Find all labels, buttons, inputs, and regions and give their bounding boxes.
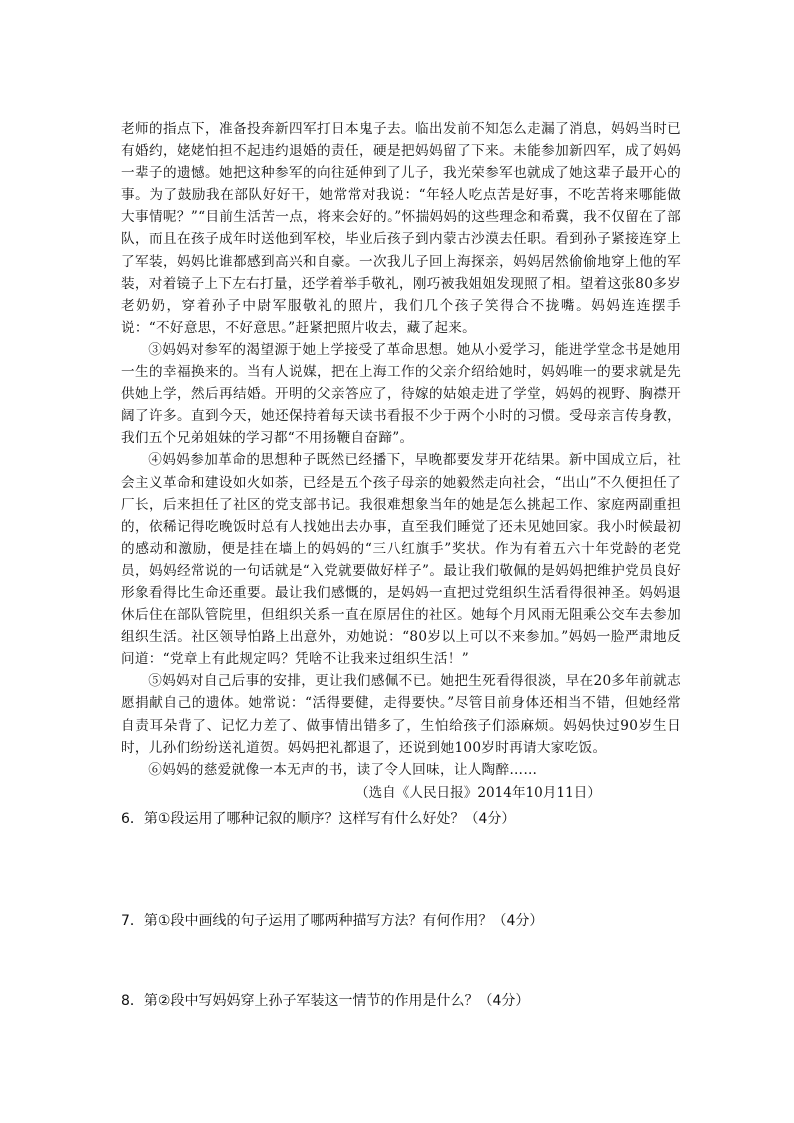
paragraph-6: ⑥妈妈的慈爱就像一本无声的书，读了令人回味，让人陶醉…… [148,761,538,778]
paragraph-4: ④妈妈参加革命的思想种子既然已经播下，早晚都要发芽开花结果。新中国成立后，社会主义革命和建设如火如荼，已经是五个孩子母亲的她毅然走向社会，“出山”不久便担任了厂长，后来担任了社区的党支部书记。我很难想象当年的她是怎么挑起工作、家庭两副重担的，依稀记得吃晚饭时总有人找她出去办事，直至我们睡觉了还未见她回家。我小时候最初的感动和激励，便是挂在墙上的妈妈的“三八红旗手”奖状。作为有着五六十年党龄的老党员，妈妈经常说的一句话就是“入党就要做好样子”。最让我们敬佩的是妈妈把维护党员良好形象看得比生命还重要。最让我们感慨的，是妈妈一直把过党组织生活看得很神圣。妈妈退休后住在部队管院里，但组织关系一直在原居住的社区。她每个月风雨无阻乘公交车去参加组织生活。社区领导怕路上出意外，劝她说：“80岁以上可以不来参加。”妈妈一脸严肃地反问道：“党章上有此规定吗？凭啥不让我来过组织生活！” [121,452,681,668]
paragraph-3: ③妈妈对参军的渴望源于她上学接受了革命思想。她从小爱学习，能进学堂念书是她用一生的幸福换来的。当有人说媒，把在上海工作的父亲介绍给她时，妈妈唯一的要求就是先供她上学，然后再结婚。开明的父亲答应了，待嫁的姑娘走进了学堂，妈妈的视野、胸襟开阔了许多。直到今天，她还保持着每天读书看报不少于两个小时的习惯。受母亲言传身教，我们五个兄弟姐妹的学习都“不用扬鞭自奋蹄”。 [121,341,681,447]
question-6: 6．第①段运用了哪种记叙的顺序？这样写有什么好处？（4分） [121,811,516,827]
reading-passage [121,118,681,781]
paragraph-5: ⑤妈妈对自己后事的安排，更让我们感佩不已。她把生死看得很淡，早在20多年前就志愿捐献自己的遗体。她常说：“活得要健，走得要快。”尽管目前身体还相当不错，但她经常自责耳朵背了、记忆力差了、做事情出错多了，生怕给孩子们添麻烦。妈妈快过90岁生日时，儿孙们纷纷送礼道贺。妈妈把礼都退了，还说到她100岁时再请大家吃饭。 [121,673,681,756]
source-citation: （选自《人民日报》2014年10月11日） [355,785,601,801]
question-7: 7．第①段中画线的句子运用了哪两种描写方法？有何作用？（4分） [121,913,544,929]
paragraph-2-continued: 老师的指点下，准备投奔新四军打日本鬼子去。临出发前不知怎么走漏了消息，妈妈当时已有婚约，姥姥怕担不起违约退婚的责任，硬是把妈妈留了下来。未能参加新四军，成了妈妈一辈子的遗憾。她把这种参军的向往延伸到了儿子，我光荣参军也就成了她这辈子最开心的事。为了鼓励我在部队好好干，她常常对我说：“年轻人吃点苦是好事，不吃苦将来哪能做大事情呢？”“目前生活苦一点，将来会好的。”怀揣妈妈的这些理念和希冀，我不仅留在了部队，而且在孩子成年时送他到军校，毕业后孩子到内蒙古沙漠去任职。看到孙子紧接连穿上了军装，妈妈比谁都感到高兴和自豪。一次我儿子回上海探亲，妈妈居然偷偷地穿上他的军装，对着镜子上下左右打量，还学着举手敬礼，刚巧被我姐姐发现照了相。望着这张80多岁老奶奶，穿着孙子中尉军服敬礼的照片，我们几个孩子笑得合不拢嘴。妈妈连连摆手说：“不好意思，不好意思。”赶紧把照片收去，藏了起来。 [121,121,681,336]
question-8: 8．第②段中写妈妈穿上孙子军装这一情节的作用是什么？（4分） [121,993,530,1009]
